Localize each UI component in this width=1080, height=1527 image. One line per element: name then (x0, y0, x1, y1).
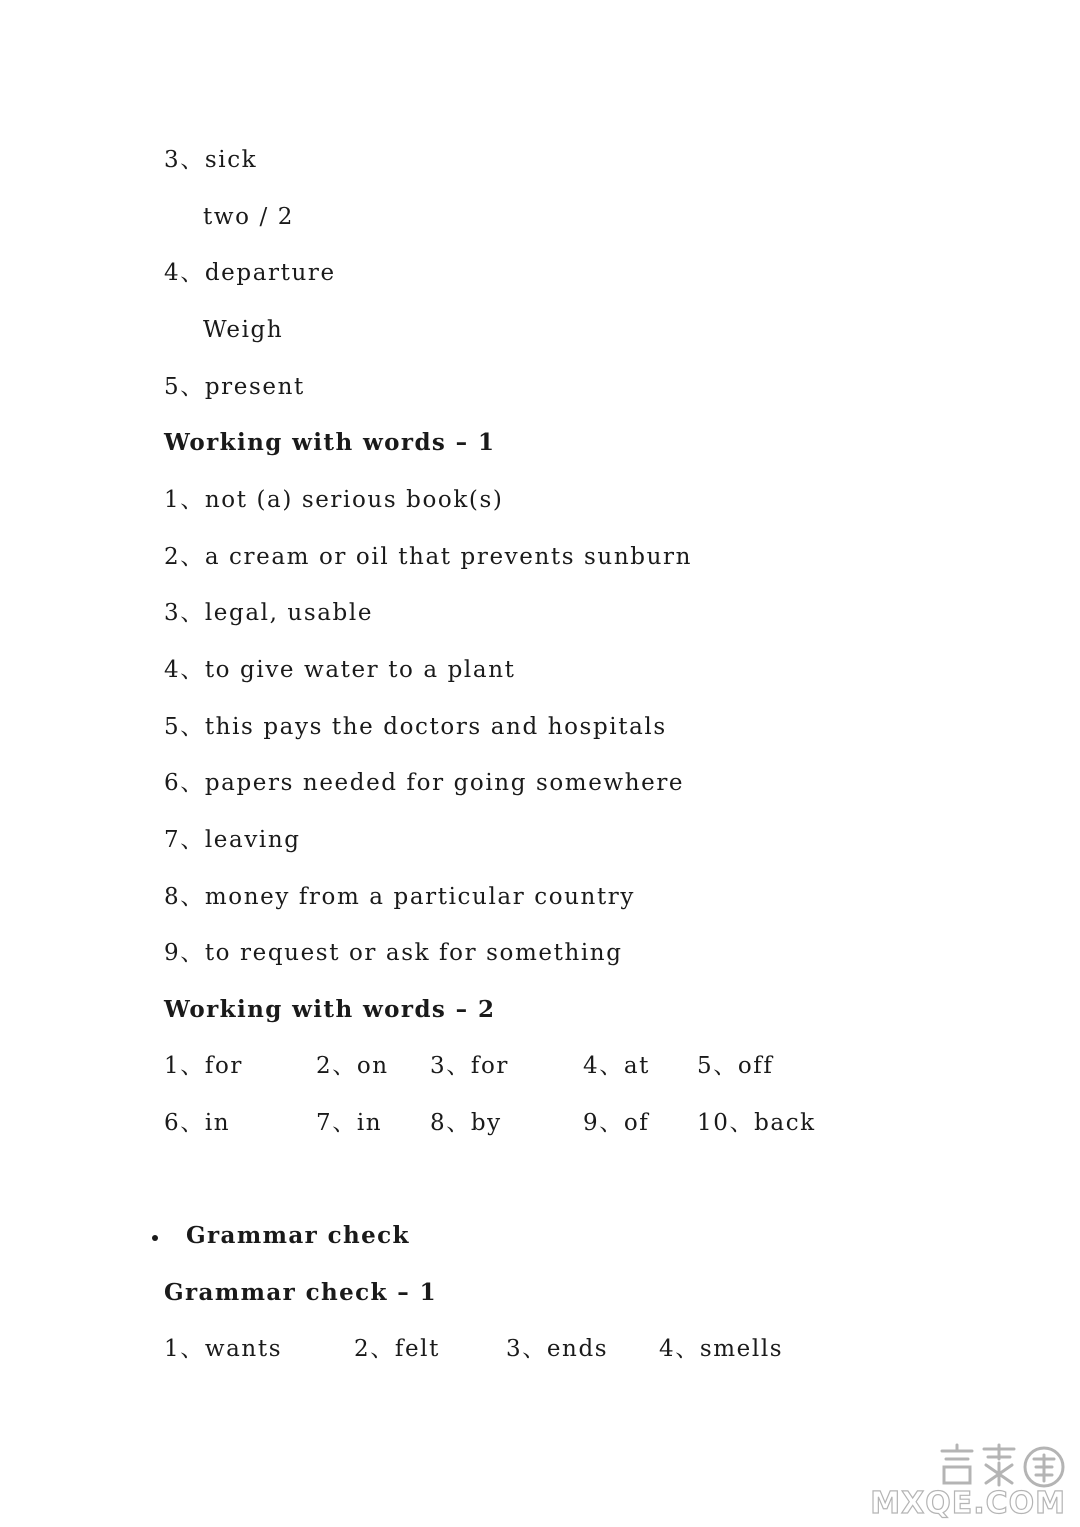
bullet-dot (152, 1235, 158, 1241)
answer-cell: 7、in (316, 1110, 383, 1136)
answer-line-present: 5、present (164, 374, 305, 400)
list-item: 3、legal, usable (164, 600, 374, 626)
answer-cell: 3、ends (506, 1336, 609, 1362)
answer-line-sick: 3、sick (164, 147, 258, 173)
answer-cell: 6、in (164, 1110, 231, 1136)
answer-cell: 4、smells (659, 1336, 784, 1362)
answer-cell: 4、at (583, 1053, 650, 1079)
list-item: 8、money from a particular country (164, 884, 635, 910)
list-item: 6、papers needed for going somewhere (164, 770, 685, 796)
answer-cell: 3、for (430, 1053, 509, 1079)
answer-cell: 9、of (583, 1110, 650, 1136)
list-item: 1、not (a) serious book(s) (164, 487, 504, 513)
section-heading-working-with-words-1: Working with words – 1 (164, 429, 496, 456)
answer-line-departure: 4、departure (164, 260, 336, 286)
section-heading-working-with-words-2: Working with words – 2 (164, 996, 496, 1023)
answer-line-weigh: Weigh (203, 317, 284, 343)
list-item: 9、to request or ask for something (164, 940, 623, 966)
answer-line-two: two / 2 (203, 204, 294, 230)
answer-cell: 1、wants (164, 1336, 283, 1362)
list-item: 2、a cream or oil that prevents sunburn (164, 544, 692, 570)
list-item: 7、leaving (164, 827, 301, 853)
answer-cell: 5、off (697, 1053, 774, 1079)
list-item: 4、to give water to a plant (164, 657, 516, 683)
answer-cell: 8、by (430, 1110, 502, 1136)
list-item: 5、this pays the doctors and hospitals (164, 714, 667, 740)
answer-cell: 2、on (316, 1053, 389, 1079)
answer-cell: 10、back (697, 1110, 816, 1136)
answer-cell: 1、for (164, 1053, 243, 1079)
watermark-logo-icon (936, 1441, 1066, 1489)
answer-cell: 2、felt (354, 1336, 440, 1362)
watermark-text: MXQE.COM (870, 1486, 1066, 1521)
section-title-grammar-check: Grammar check (186, 1222, 410, 1249)
section-heading-grammar-check-1: Grammar check – 1 (164, 1279, 437, 1306)
watermark (870, 1441, 1066, 1521)
